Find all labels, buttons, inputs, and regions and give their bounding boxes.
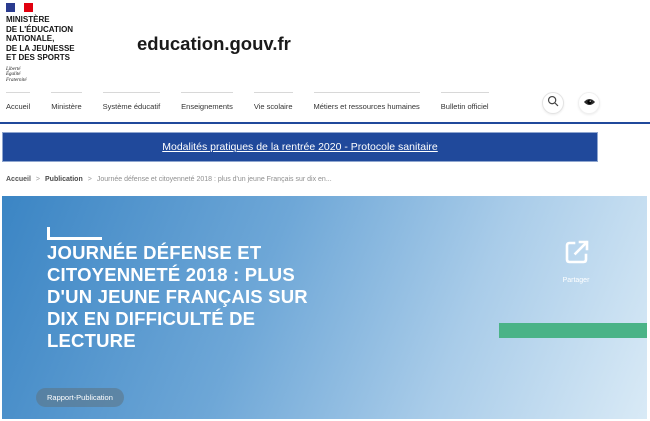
nav-item-enseignements[interactable]: Enseignements: [181, 92, 233, 111]
nav-item-accueil[interactable]: Accueil: [6, 92, 30, 111]
nav-item-bulletin-officiel[interactable]: Bulletin officiel: [441, 92, 489, 111]
share-external-icon: [562, 254, 591, 271]
ministry-logo[interactable]: [6, 3, 75, 83]
nav-item-systeme-educatif[interactable]: Système éducatif: [103, 92, 161, 111]
hero-section: [2, 196, 647, 419]
main-nav: [6, 92, 489, 111]
share-label: Partager: [562, 277, 590, 284]
ministry-name: MINISTÈRE DE L'ÉDUCATION NATIONALE, DE LA JEUNESSE ET DES SPORTS: [6, 15, 75, 62]
french-flag-icon: [6, 3, 33, 12]
search-icon: [547, 94, 559, 112]
breadcrumb-separator: >: [35, 176, 40, 183]
search-button[interactable]: [542, 92, 564, 114]
republic-motto: Liberté Égalité Fraternité: [6, 66, 27, 83]
nav-item-ministere[interactable]: Ministère: [51, 92, 81, 111]
alert-banner: [2, 132, 598, 162]
corner-bracket-decoration: [47, 227, 102, 240]
nav-item-vie-scolaire[interactable]: Vie scolaire: [254, 92, 293, 111]
page-title: JOURNÉE DÉFENSE ET CITOYENNETÉ 2018 : PLUS D'UN JEUNE FRANÇAIS SUR DIX EN DIFFICULTÉ DE LECTURE: [47, 242, 308, 351]
share-button[interactable]: [553, 238, 599, 284]
breadcrumb-publication[interactable]: Publication: [45, 176, 83, 183]
nav-item-metiers-rh[interactable]: Métiers et ressources humaines: [314, 92, 420, 111]
breadcrumb-accueil[interactable]: Accueil: [6, 176, 31, 183]
green-accent-bar: [499, 323, 647, 338]
breadcrumb-separator: >: [87, 176, 92, 183]
breadcrumb-current-page: Journée défense et citoyenneté 2018 : plus d'un jeune Français sur dix en...: [96, 176, 332, 183]
site-title[interactable]: education.gouv.fr: [137, 33, 291, 54]
publication-type-badge[interactable]: Rapport-Publication: [36, 388, 124, 407]
accessibility-button[interactable]: [578, 92, 600, 114]
nav-divider: [0, 122, 650, 124]
accessibility-eye-icon: [583, 94, 596, 112]
breadcrumb: [6, 176, 332, 183]
alert-banner-link[interactable]: Modalités pratiques de la rentrée 2020 - Protocole sanitaire: [162, 141, 438, 153]
